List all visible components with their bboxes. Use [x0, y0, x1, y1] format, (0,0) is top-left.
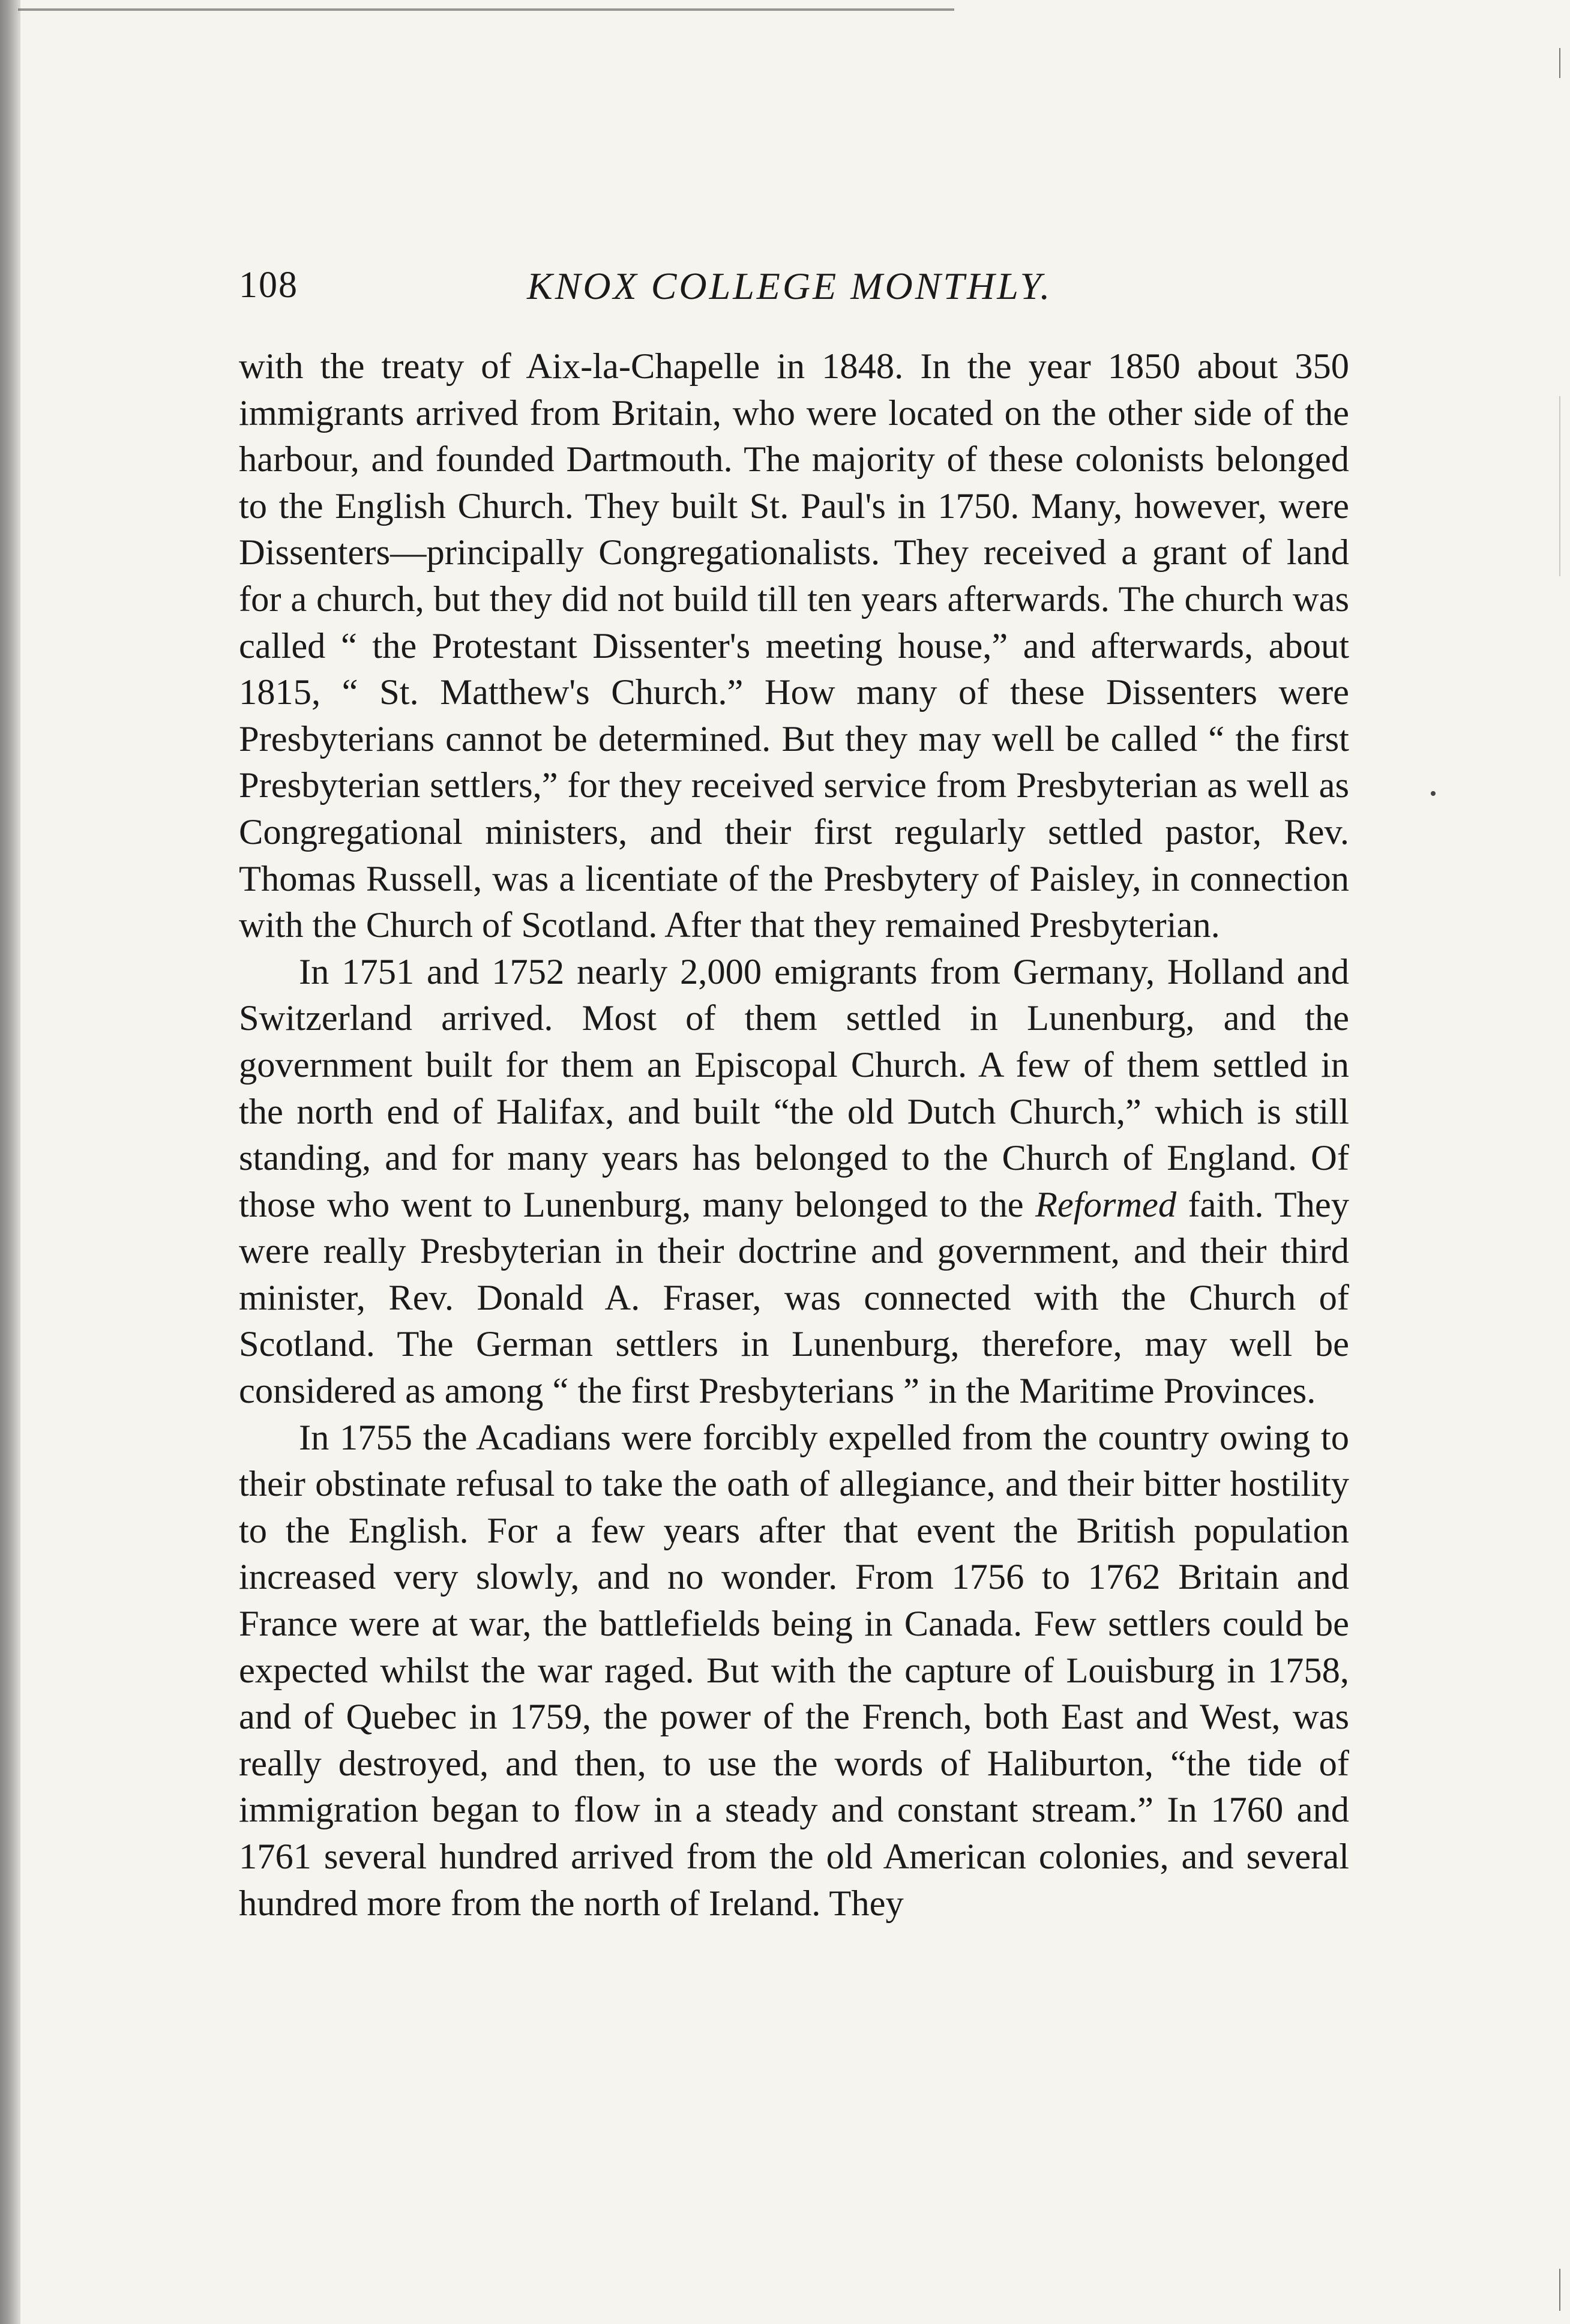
paragraph-3: In 1755 the Acadians were forcibly expelled from the country owing to their obstinate refusal to take the oath of allegiance, and their bitter hostility to the English. For a few years after that event the British population increased very slowly, and no wonder. From 1756 to 1762 Britain and France were at war, the battlefields being in Canada. Few settlers could be expected whilst the war raged. But with the capture of Louisburg in 1758, and of Quebec in 1759, the power of the French, both East and West, was really destroyed, and then, to use the words of Haliburton, “the tide of immigration began to flow in a steady and constant stream.” In 1760 and 1761 several hundred arrived from the old American colonies, and several hundred more from the north of Ireland. They — [239, 1417, 1349, 1924]
margin-mark-top — [1559, 48, 1560, 78]
margin-mark-bottom — [1559, 2269, 1560, 2311]
paragraph-2-text-before: In 1751 and 1752 nearly 2,000 emigrants from Germany, Holland and Switzerland arrived. Most of them settled in Lunenburg, and the government built for them an Episcopal Church. A few of them settled in the north end of Halifax, and built “the old Dutch Church,” which is still standing, and for many years has belonged to the Church of England. Of those who went to Lunenburg, many belonged to the — [239, 951, 1349, 1225]
article-body — [239, 343, 1349, 1927]
margin-speck — [1431, 791, 1436, 796]
paragraph-2-italic-term: Reformed — [1035, 1184, 1177, 1225]
paragraph-2-text-after: faith. They were really Presbyterian in their doctrine and government, and their third minister, Rev. Donald A. Fraser, was connected with the Church of Scotland. The German settlers in Lunenburg, therefore, may well be considered as among “ the first Presbyterians ” in the Maritime Provinces. — [239, 1184, 1349, 1412]
page-number: 108 — [239, 265, 298, 306]
paragraph-1: with the treaty of Aix-la-Chapelle in 1848. In the year 1850 about 350 immigrants arrived from Britain, who were located on the other side of the harbour, and founded Dartmouth. The majority of these colonists belonged to the English Church. They built St. Paul's in 1750. Many, however, were Dissenters—principally Congregationalists. They received a grant of land for a church, but they did not build till ten years afterwards. The church was called “ the Protestant Dissenter's meeting house,” and afterwards, about 1815, “ St. Matthew's Church.” How many of these Dissenters were Presbyterians cannot be determined. But they may well be called “ the first Presbyterian settlers,” for they received service from Presbyterian as well as Congregational ministers, and their first regularly settled pastor, Rev. Thomas Russell, was a licentiate of the Presbytery of Paisley, in connection with the Church of Scotland. After that they remained Presbyterian. — [239, 346, 1349, 946]
scan-binding-edge — [0, 0, 20, 2324]
margin-mark-middle — [1559, 396, 1560, 576]
page — [239, 0, 1349, 2324]
journal-title: KNOX COLLEGE MONTHLY. — [527, 265, 1053, 307]
running-head — [239, 264, 1349, 312]
paragraph-2 — [239, 949, 1349, 1415]
